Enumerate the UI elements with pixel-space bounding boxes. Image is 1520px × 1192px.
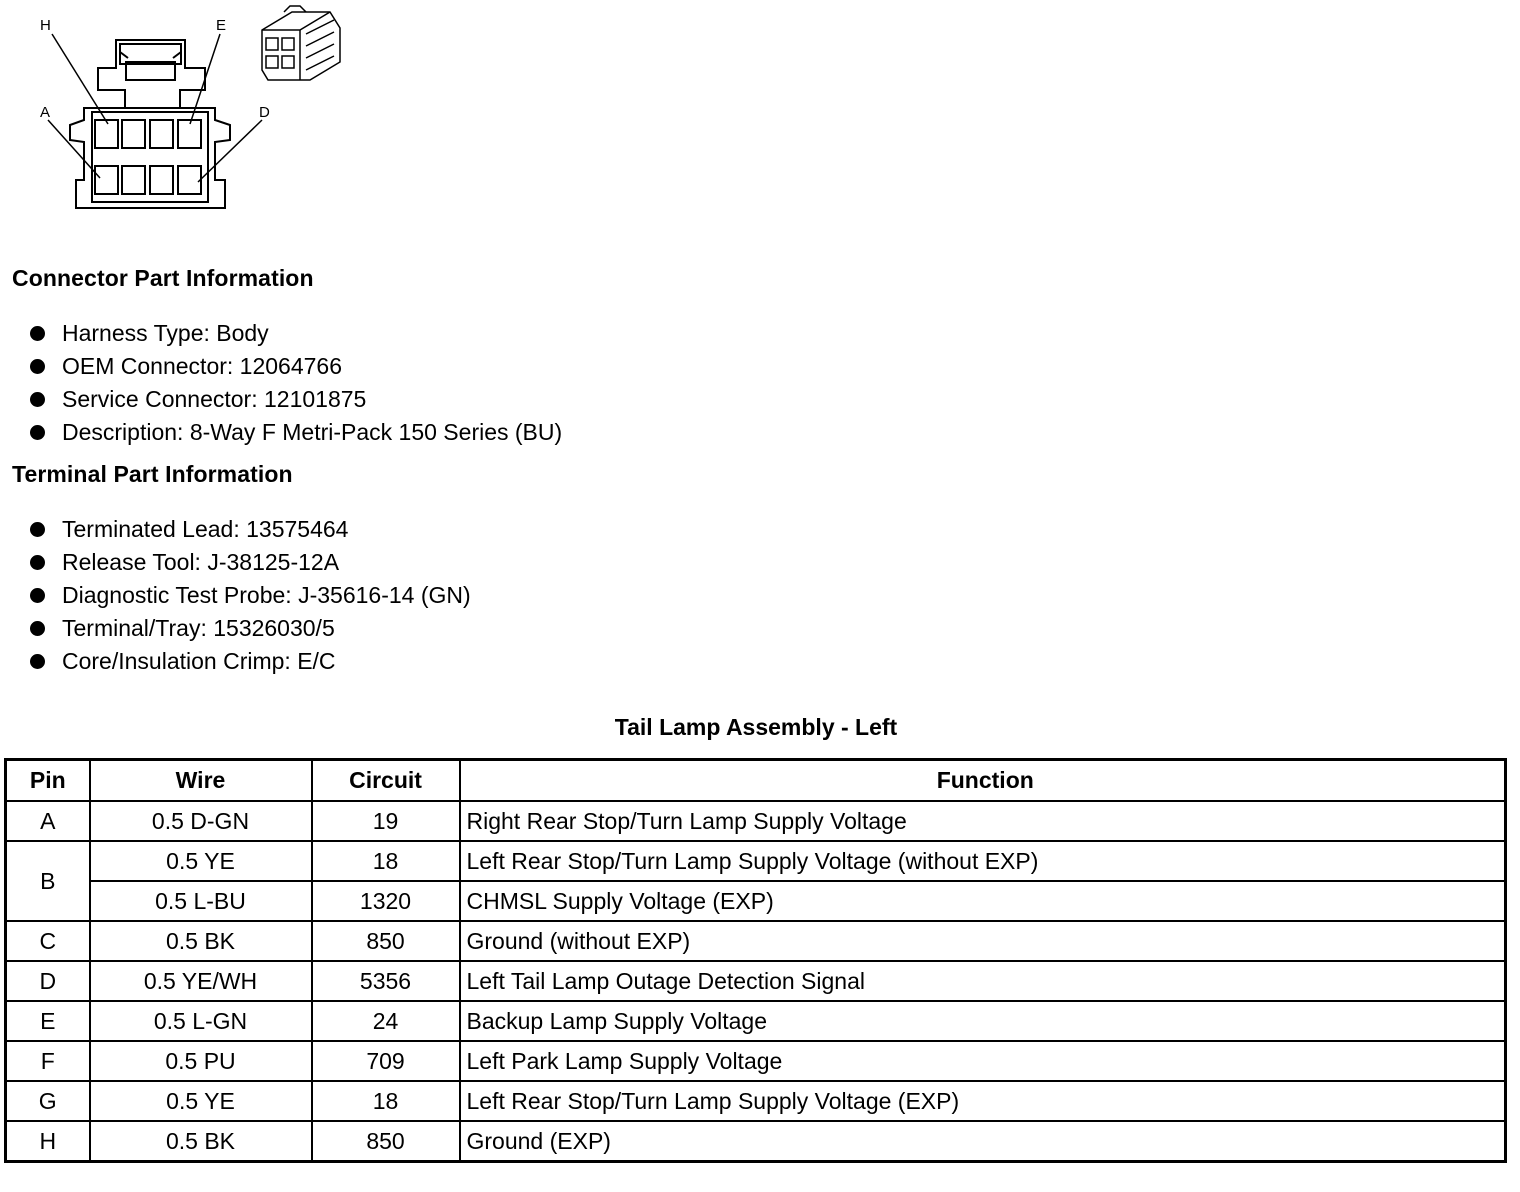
table-row	[6, 801, 1506, 841]
table-row	[6, 961, 1506, 1001]
cell-circuit: 1320	[312, 881, 460, 921]
bullet-icon	[30, 588, 45, 603]
cell-function: Left Rear Stop/Turn Lamp Supply Voltage (without EXP)	[460, 841, 1506, 881]
terminal-part-info-heading: Terminal Part Information	[12, 461, 293, 487]
list-item	[28, 416, 562, 449]
cell-function: Left Tail Lamp Outage Detection Signal	[460, 961, 1506, 1001]
list-item	[28, 350, 562, 383]
header-function: Function	[460, 760, 1506, 802]
bullet-icon	[30, 359, 45, 374]
cell-wire: 0.5 D-GN	[90, 801, 312, 841]
list-item-text: OEM Connector: 12064766	[62, 353, 343, 379]
table-row	[6, 1081, 1506, 1121]
pinout-table	[4, 758, 1507, 1163]
cell-circuit: 850	[312, 1121, 460, 1162]
bullet-icon	[30, 425, 45, 440]
cell-wire: 0.5 YE	[90, 1081, 312, 1121]
list-item	[28, 612, 471, 645]
list-item-text: Service Connector: 12101875	[62, 386, 367, 412]
bullet-icon	[30, 621, 45, 636]
cell-wire: 0.5 L-GN	[90, 1001, 312, 1041]
cell-wire: 0.5 BK	[90, 1121, 312, 1162]
cell-pin: D	[6, 961, 90, 1001]
list-item-text: Diagnostic Test Probe: J-35616-14 (GN)	[62, 582, 471, 608]
pin-label-e: E	[216, 17, 227, 34]
cell-wire: 0.5 BK	[90, 921, 312, 961]
list-item	[28, 383, 562, 416]
connector-info-list	[28, 317, 562, 449]
table-row	[6, 841, 1506, 881]
connector-3d-illustration	[0, 0, 360, 100]
cell-wire: 0.5 L-BU	[90, 881, 312, 921]
list-item	[28, 645, 471, 678]
bullet-icon	[30, 392, 45, 407]
cell-pin: A	[6, 801, 90, 841]
header-wire: Wire	[90, 760, 312, 802]
list-item-text: Terminal/Tray: 15326030/5	[62, 615, 335, 641]
cell-function: CHMSL Supply Voltage (EXP)	[460, 881, 1506, 921]
cell-wire: 0.5 YE	[90, 841, 312, 881]
table-row	[6, 1121, 1506, 1162]
cell-circuit: 709	[312, 1041, 460, 1081]
cell-pin: B	[6, 841, 90, 921]
list-item-text: Release Tool: J-38125-12A	[62, 549, 340, 575]
cell-wire: 0.5 YE/WH	[90, 961, 312, 1001]
table-row	[6, 1001, 1506, 1041]
cell-pin: H	[6, 1121, 90, 1162]
cell-circuit: 18	[312, 1081, 460, 1121]
cell-pin: E	[6, 1001, 90, 1041]
cell-circuit: 19	[312, 801, 460, 841]
table-row	[6, 921, 1506, 961]
cell-circuit: 24	[312, 1001, 460, 1041]
list-item-text: Terminated Lead: 13575464	[62, 516, 349, 542]
table-header-row	[6, 760, 1506, 802]
list-item	[28, 513, 471, 546]
bullet-icon	[30, 522, 45, 537]
cell-pin: C	[6, 921, 90, 961]
cell-pin: F	[6, 1041, 90, 1081]
cell-wire: 0.5 PU	[90, 1041, 312, 1081]
cell-function: Backup Lamp Supply Voltage	[460, 1001, 1506, 1041]
table-row	[6, 881, 1506, 921]
cell-function: Left Park Lamp Supply Voltage	[460, 1041, 1506, 1081]
cell-function: Left Rear Stop/Turn Lamp Supply Voltage (EXP)	[460, 1081, 1506, 1121]
bullet-icon	[30, 326, 45, 341]
cell-circuit: 18	[312, 841, 460, 881]
header-pin: Pin	[6, 760, 90, 802]
cell-circuit: 850	[312, 921, 460, 961]
cell-function: Ground (without EXP)	[460, 921, 1506, 961]
list-item-text: Core/Insulation Crimp: E/C	[62, 648, 336, 674]
list-item	[28, 546, 471, 579]
bullet-icon	[30, 654, 45, 669]
list-item-text: Description: 8-Way F Metri-Pack 150 Series (BU)	[62, 419, 563, 445]
cell-pin: G	[6, 1081, 90, 1121]
pin-label-d: D	[259, 104, 270, 121]
cell-function: Ground (EXP)	[460, 1121, 1506, 1162]
bullet-icon	[30, 555, 45, 570]
table-row	[6, 1041, 1506, 1081]
list-item	[28, 317, 562, 350]
header-circuit: Circuit	[312, 760, 460, 802]
connector-part-info-heading: Connector Part Information	[12, 265, 314, 291]
cell-circuit: 5356	[312, 961, 460, 1001]
pin-label-a: A	[40, 104, 51, 121]
table-title: Tail Lamp Assembly - Left	[614, 714, 898, 740]
list-item	[28, 579, 471, 612]
terminal-info-list	[28, 513, 471, 678]
pin-label-h: H	[40, 17, 51, 34]
list-item-text: Harness Type: Body	[62, 320, 269, 346]
cell-function: Right Rear Stop/Turn Lamp Supply Voltage	[460, 801, 1506, 841]
